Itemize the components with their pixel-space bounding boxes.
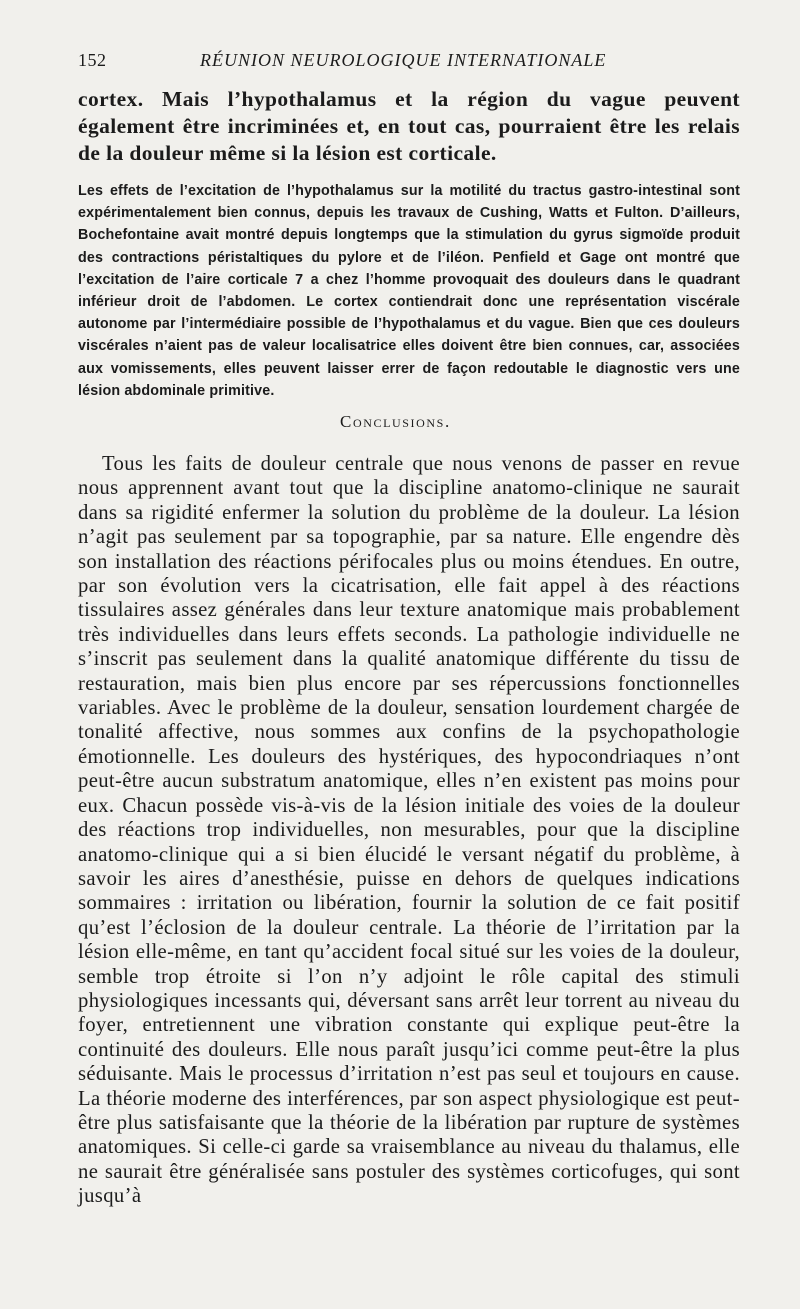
page-header [78,50,738,76]
conclusions-paragraph: Tous les faits de douleur centrale que nous venons de passer en revue nous apprennent avant tout que la discipline anatomo-clinique ne saurait dans sa rigidité enfermer la solution du problème de la douleur. La lésion n’agit pas seulement par sa topographie, par sa nature. Elle engendre dès son installation des réactions périfocales plus ou moins étendues. En outre, par son évolution vers la cicatrisation, elle fait appel à des réactions tissulaires assez générales dans leur texture anatomique mais probablement très individuelles dans leurs effets seconds. La pathologie individuelle ne s’inscrit pas seulement dans la qualité anatomique différente du tissu de restauration, mais bien plus encore par ses répercussions fonctionnelles variables. Avec le problème de la douleur, sensation lourdement chargée de tonalité affective, nous sommes aux confins de la psychopathologie émotionnelle. Les douleurs des hystériques, des hypocondriaques n’ont peut-être aucun substratum anatomique, elles n’en existent pas moins pour eux. Chacun possède vis-à-vis de la lésion initiale des voies de la douleur des réactions trop individuelles, non mesurables, pour que la discipline anatomo-clinique qui a si bien élucidé le versant négatif du problème, à savoir les aires d’anesthésie, puisse en dehors de quelques indications sommaires : irritation ou libération, fournir la solution de ce fait positif qu’est l’éclosion de la douleur centrale. La théorie de l’irritation par la lésion elle-même, en tant qu’accident focal situé sur les voies de la douleur, semble trop étroite si l’on n’y adjoint le rôle capital des stimuli physiologiques incessants qui, déversant sans arrêt leur torrent au niveau du foyer, entretiennent une vibration constante qui explique peut-être la continuité des douleurs. Elle nous paraît jusqu’ici comme peut-être la plus séduisante. Mais le processus d’irritation n’est pas seul et toujours en cause. La théorie moderne des interférences, par son aspect physiologique est peut-être plus satisfaisante que la théorie de la libération par rupture de systèmes anatomiques. Si celle-ci garde sa vraisemblance au niveau du thalamus, elle ne saurait être généralisée sans postuler des systèmes corticofuges, qui sont jusqu’à [78,453,740,1208]
page-number: 152 [78,50,107,70]
continuation-paragraph: cortex. Mais l’hypothalamus et la région du vague peuvent également être incriminées et, en tout cas, pourraient être les relais de la douleur même si la lésion est corticale. [78,87,740,165]
conclusions-heading: Conclusions. [340,412,451,431]
note-paragraph: Les effets de l’excitation de l’hypothalamus sur la motilité du tractus gastro-intestinal sont expérimentalement bien connus, depuis les travaux de Cushing, Watts et Fulton. D’ailleurs, Bochefontaine avait montré depuis longtemps que la stimulation du gyrus sigmoïde produit des contractions péristaltiques du pylore et de l’iléon. Penfield et Gage ont montré que l’excitation de l’aire corticale 7 a chez l’homme provoquait des douleurs dans le quadrant inférieur droit de l’abdomen. Le cortex contiendrait donc une représentation viscérale autonome par l’intermédiaire possible de l’hypothalamus et du vague. Bien que ces douleurs viscérales n’aient pas de valeur localisatrice elles doivent être bien connues, car, associées aux vomissements, elles peuvent laisser errer de façon redoutable le diagnostic vers une lésion abdominale primitive. [78,183,740,399]
running-title: RÉUNION NEUROLOGIQUE INTERNATIONALE [200,50,607,70]
